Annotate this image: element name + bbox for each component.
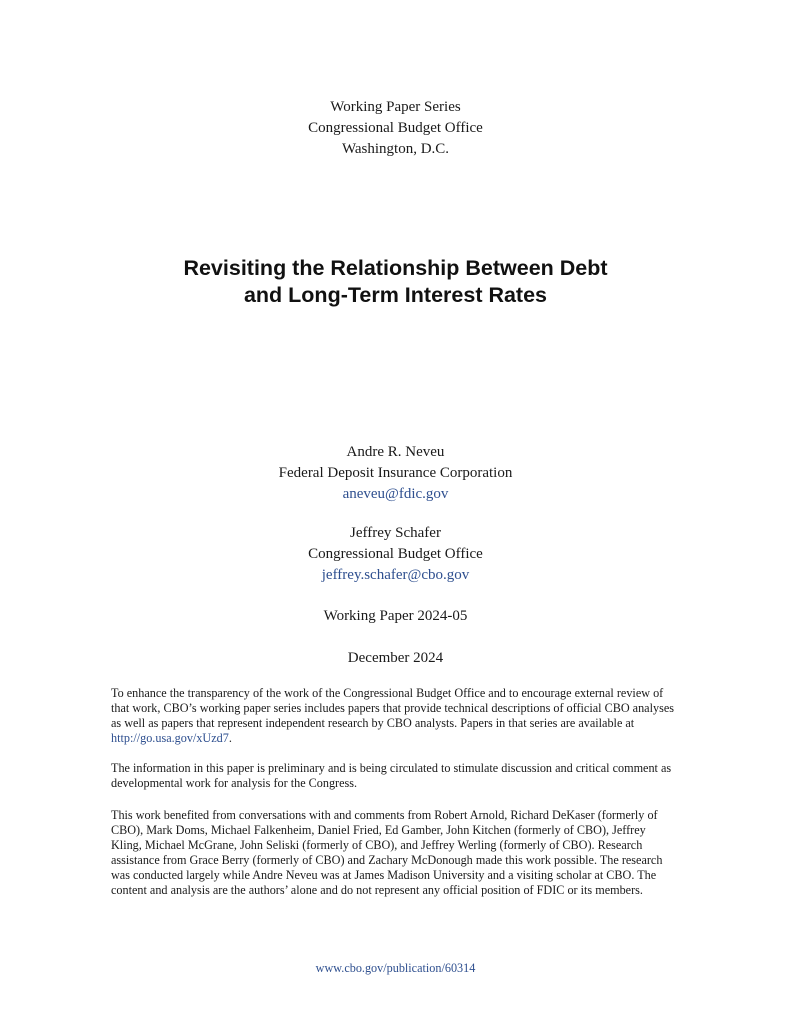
author-name: Jeffrey Schafer (350, 525, 441, 541)
preliminary-paragraph: The information in this paper is preliminary and is being circulated to stimulate discussion and critical comment as developmental work for analysis for the Congress. (111, 761, 672, 790)
transparency-end: . (228, 731, 232, 745)
series-name: Working Paper Series (330, 99, 461, 115)
author-affiliation: Federal Deposit Insurance Corporation (278, 465, 513, 481)
author-email-link[interactable]: aneveu@fdic.gov (342, 486, 449, 502)
author-block-1 (0, 442, 791, 505)
series-header (0, 97, 791, 160)
page-title (0, 255, 791, 309)
series-link[interactable]: http://go.usa.gov/xUzd7 (111, 731, 229, 745)
footer-publication-link[interactable]: www.cbo.gov/publication/60314 (315, 961, 476, 975)
title-line-1: Revisiting the Relationship Between Debt (183, 256, 608, 280)
series-location: Washington, D.C. (341, 141, 450, 157)
working-paper-number: Working Paper 2024-05 (323, 608, 468, 624)
title-line-2: and Long-Term Interest Rates (243, 283, 548, 307)
publication-date: December 2024 (347, 650, 444, 666)
transparency-text: To enhance the transparency of the work of the Congressional Budget Office and to encourage external review of that work, CBO’s working paper series includes papers that provide technical descriptions of official CBO analyses as well as papers that represent independent research by CBO analysts. Papers in that series are available at (111, 686, 674, 730)
author-email-link[interactable]: jeffrey.schafer@cbo.gov (321, 567, 470, 583)
series-office: Congressional Budget Office (308, 120, 483, 136)
transparency-paragraph (111, 686, 679, 746)
author-block-2 (0, 523, 791, 586)
author-affiliation: Congressional Budget Office (308, 546, 483, 562)
author-name: Andre R. Neveu (346, 444, 445, 460)
acknowledgments-paragraph: This work benefited from conversations with and comments from Robert Arnold, Richard DeKaser (formerly of CBO), Mark Doms, Michael Falkenheim, Daniel Fried, Ed Gamber, John Kitchen (formerly of CBO), Jeffrey Kling, Michael McGrane, John Seliski (formerly of CBO), and Jeffrey Werling (formerly of CBO). Research assistance from Grace Berry (formerly of CBO) and Zachary McDonough made this work possible. The research was conducted largely while Andre Neveu was at James Madison University and a visiting scholar at CBO. The content and analysis are the authors’ alone and do not represent any official position of FDIC or its members. (111, 808, 663, 897)
